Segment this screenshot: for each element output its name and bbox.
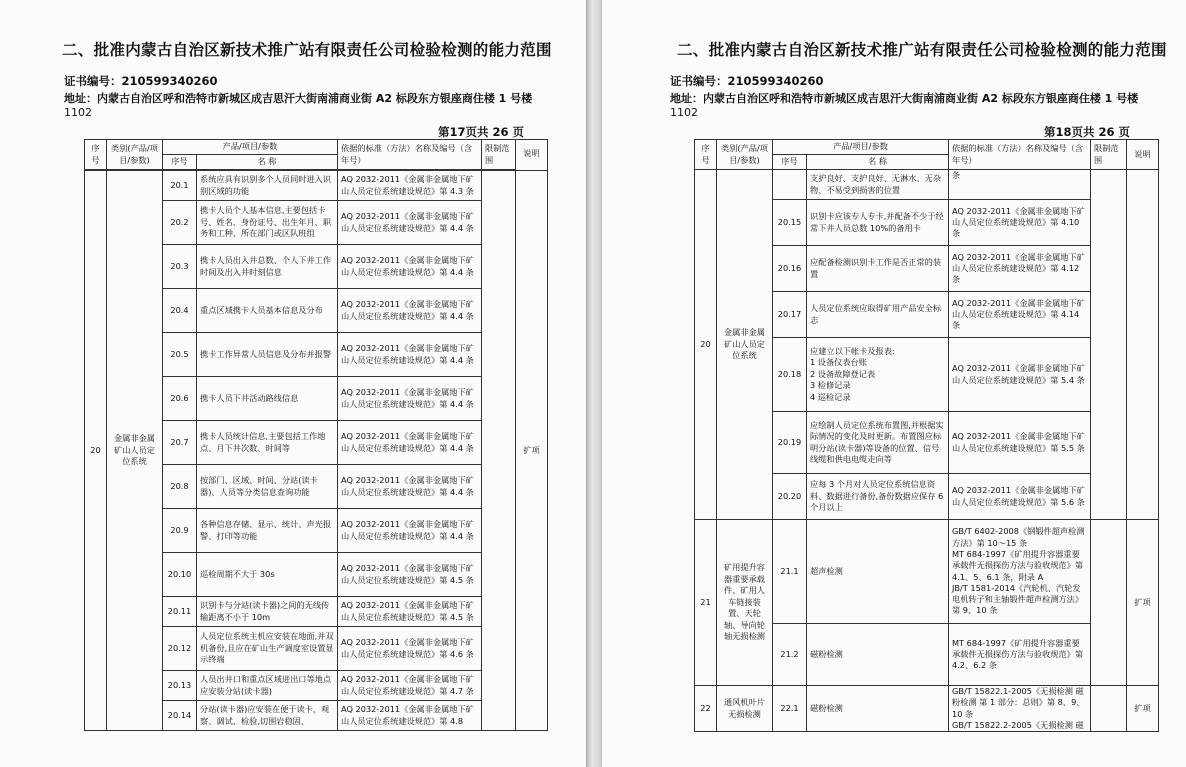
item-name: 分站(读卡器)应安装在便于读卡、观察、调试、检验,切围岩稳固、 (197, 701, 338, 731)
item-name: 识别卡与分站(读卡器)之间的无线传输距离不小于 10m (197, 597, 338, 627)
item-name: 携卡人员出入井总数、个人下井工作时间及出入井时刻信息 (197, 245, 338, 289)
header-seq: 序号 (695, 140, 717, 170)
group-seq: 20 (85, 171, 107, 731)
item-name: 携卡人员统计信息,主要包括工作地点、月下井次数、时间等 (197, 421, 338, 465)
header-name: 名 称 (197, 155, 338, 170)
group-category: 金属非金属矿山人员定位系统 (717, 170, 773, 520)
header-seq: 序号 (85, 140, 107, 170)
table-row (695, 686, 1159, 732)
item-no: 20.9 (163, 509, 197, 553)
page-title: 二、批准内蒙古自治区新技术推广站有限责任公司检验检测的能力范围 (677, 41, 1167, 59)
page-title: 二、批准内蒙古自治区新技术推广站有限责任公司检验检测的能力范围 (62, 41, 552, 59)
item-no: 20.3 (163, 245, 197, 289)
item-no: 20.7 (163, 421, 197, 465)
item-no: 20.19 (773, 412, 807, 474)
address-continued: 1102 (670, 106, 698, 119)
item-name: 人员定位系统应取得矿用产品安全标志 (807, 292, 949, 338)
group-limit (1091, 686, 1127, 732)
group-note: 扩项 (1127, 520, 1159, 686)
item-standard: AQ 2032-2011《金属非金属地下矿山人员定位系统建设规范》第 4.14 条 (949, 292, 1091, 338)
group-seq: 20 (695, 170, 717, 520)
page-number: 第17页共 26 页 (438, 125, 525, 139)
header-limit: 限制范围 (1091, 140, 1127, 170)
item-no: 20.16 (773, 246, 807, 292)
header-note: 说明 (1127, 140, 1159, 170)
group-limit (1091, 520, 1127, 686)
item-no (773, 170, 807, 200)
item-name: 磁粉检测 (807, 624, 949, 686)
item-name: 应配备检测识别卡工作是否正常的装置 (807, 246, 949, 292)
item-standard: GB/T 15822.1-2005《无损检测 磁粉检测 第 1 部分：总则》第 8、9、10 条 GB/T 15822.2-2005《无损检测 磁 (949, 686, 1091, 732)
document-page-17 (0, 0, 586, 767)
header-standard: 依据的标准（方法）名称及编号（含年号） (338, 140, 482, 170)
certificate-number: 证书编号：210599340260 (64, 74, 218, 88)
item-standard: AQ 2032-2011《金属非金属地下矿山人员定位系统建设规范》第 4.4 条 (338, 509, 482, 553)
header-product: 产品/项目/参数 (773, 140, 949, 155)
header-category: 类别(产品/项目/参数) (107, 140, 163, 170)
address: 地址：内蒙古自治区呼和浩特市新城区成吉思汗大街南浦商业街 A2 标段东方银座商住楼 1 号楼 (64, 92, 533, 105)
item-name: 支护良好、支护良好、无淋水、无杂物、不易受到损害的位置 (807, 170, 949, 200)
item-standard: AQ 2032-2011《金属非金属地下矿山人员定位系统建设规范》第 4.3 条 (338, 171, 482, 201)
item-no: 20.2 (163, 201, 197, 245)
item-name: 超声检测 (807, 520, 949, 624)
page-number: 第18页共 26 页 (1044, 125, 1131, 139)
item-standard: AQ 2032-2011《金属非金属地下矿山人员定位系统建设规范》第 5.4 条 (949, 338, 1091, 412)
item-standard: AQ 2032-2011《金属非金属地下矿山人员定位系统建设规范》第 4.6 条 (338, 627, 482, 671)
document-page-18 (602, 0, 1186, 767)
item-standard: AQ 2032-2011《金属非金属地下矿山人员定位系统建设规范》第 4.4 条 (338, 201, 482, 245)
item-no: 20.11 (163, 597, 197, 627)
address-continued: 1102 (64, 106, 92, 119)
capability-table (84, 139, 548, 731)
item-no: 20.20 (773, 474, 807, 520)
header-product: 产品/项目/参数 (163, 140, 338, 155)
table-row (695, 520, 1159, 624)
item-name: 携卡人员下井活动路线信息 (197, 377, 338, 421)
group-category: 通风机叶片无损检测 (717, 686, 773, 732)
item-no: 20.13 (163, 671, 197, 701)
capability-table (694, 139, 1159, 732)
item-standard: AQ 2032-2011《金属非金属地下矿山人员定位系统建设规范》第 4.5 条 (338, 597, 482, 627)
item-standard: AQ 2032-2011《金属非金属地下矿山人员定位系统建设规范》第 4.12 条 (949, 246, 1091, 292)
item-standard: AQ 2032-2011《金属非金属地下矿山人员定位系统建设规范》第 4.4 条 (338, 289, 482, 333)
item-name: 人员定位系统主机应安装在地面,并双机备份,且应在矿山生产调度室设置显示终端 (197, 627, 338, 671)
item-name: 磁粉检测 (807, 686, 949, 732)
item-standard: AQ 2032-2011《金属非金属地下矿山人员定位系统建设规范》第 5.5 条 (949, 412, 1091, 474)
item-name: 应每 3 个月对人员定位系统信息资料、数据进行备份,备份数据应保存 6 个月以上 (807, 474, 949, 520)
item-no: 20.5 (163, 333, 197, 377)
item-standard: AQ 2032-2011《金属非金属地下矿山人员定位系统建设规范》第 4.4 条 (338, 333, 482, 377)
item-no: 21.2 (773, 624, 807, 686)
item-standard: GB/T 6402-2008《钢锻件超声检测方法》第 10～15 条 MT 684-1997《矿用提升容器重要承载件无损探伤方法与验收规范》第 4.1、5、6.1 条，附录 A JB/T 1581-2014《汽轮机、汽轮发电机转子和主轴锻件超声检测方法》第 9、10 条 (949, 520, 1091, 624)
item-standard: AQ 2032-2011《金属非金属地下矿山人员定位系统建设规范》第 4.4 条 (338, 377, 482, 421)
table-row (85, 171, 548, 201)
item-no: 20.10 (163, 553, 197, 597)
item-name: 各种信息存储、显示、统计、声光报警、打印等功能 (197, 509, 338, 553)
item-standard: AQ 2032-2011《金属非金属地下矿山人员定位系统建设规范》第 5.6 条 (949, 474, 1091, 520)
item-name: 识别卡应该专人专卡,并配备不少于经常下井人员总数 10%的备用卡 (807, 200, 949, 246)
item-no: 20.17 (773, 292, 807, 338)
header-limit: 限制范围 (482, 140, 516, 170)
table-row (695, 170, 1159, 200)
item-no: 20.14 (163, 701, 197, 731)
item-no: 20.8 (163, 465, 197, 509)
item-name: 应建立以下帐卡及报表: 1 设备仪表台账 2 设备故障登记表 3 检修记录 4 巡检记录 (807, 338, 949, 412)
item-standard: AQ 2032-2011《金属非金属地下矿山人员定位系统建设规范》第 4.4 条 (338, 421, 482, 465)
item-no: 20.4 (163, 289, 197, 333)
item-name: 重点区域携卡人员基本信息及分布 (197, 289, 338, 333)
group-seq: 22 (695, 686, 717, 732)
item-no: 20.6 (163, 377, 197, 421)
item-name: 巡检周期不大于 30s (197, 553, 338, 597)
item-name: 人员出井口和重点区域进出口等地点应安装分站(读卡器) (197, 671, 338, 701)
address: 地址：内蒙古自治区呼和浩特市新城区成吉思汗大街南浦商业街 A2 标段东方银座商住楼 1 号楼 (670, 92, 1139, 105)
header-note: 说明 (516, 140, 548, 171)
item-no: 21.1 (773, 520, 807, 624)
item-no: 20.12 (163, 627, 197, 671)
certificate-number: 证书编号：210599340260 (670, 74, 824, 88)
item-standard: AQ 2032-2011《金属非金属地下矿山人员定位系统建设规范》第 4.4 条 (338, 245, 482, 289)
page-gap (586, 0, 602, 767)
group-note (1127, 170, 1159, 520)
item-no: 20.1 (163, 171, 197, 201)
group-category: 金属非金属矿山人员定位系统 (107, 171, 163, 731)
item-no: 20.15 (773, 200, 807, 246)
item-name: 系统应具有识别多个人员同时进入识别区域的功能 (197, 171, 338, 201)
item-no: 22.1 (773, 686, 807, 732)
group-note: 扩项 (516, 171, 548, 731)
header-category: 类别(产品/项目/参数) (717, 140, 773, 170)
item-standard: AQ 2032-2011《金属非金属地下矿山人员定位系统建设规范》第 4.4 条 (338, 465, 482, 509)
group-note: 扩项 (1127, 686, 1159, 732)
item-standard: AQ 2032-2011《金属非金属地下矿山人员定位系统建设规范》第 4.8 (338, 701, 482, 731)
group-limit (1091, 170, 1127, 520)
item-standard: 条 (949, 170, 1091, 200)
group-limit (482, 171, 516, 731)
header-name: 名 称 (807, 155, 949, 170)
item-standard: AQ 2032-2011《金属非金属地下矿山人员定位系统建设规范》第 4.7 条 (338, 671, 482, 701)
group-category: 矿用提升容器重要承载件、矿用人车链接装置、天轮轴、导向轮轴无损检测 (717, 520, 773, 686)
item-name: 携卡工作异常人员信息及分布并报警 (197, 333, 338, 377)
header-sub-seq: 序号 (773, 155, 807, 170)
item-name: 携卡人员个人基本信息,主要包括卡号、姓名、身份证号、出生年月、职务和工种、所在部门或区队班组 (197, 201, 338, 245)
header-standard: 依据的标准（方法）名称及编号（含年号） (949, 140, 1091, 170)
item-name: 按部门、区域、时间、分站(读卡器)、人员等分类信息查询功能 (197, 465, 338, 509)
item-standard: AQ 2032-2011《金属非金属地下矿山人员定位系统建设规范》第 4.10 条 (949, 200, 1091, 246)
item-standard: AQ 2032-2011《金属非金属地下矿山人员定位系统建设规范》第 4.5 条 (338, 553, 482, 597)
header-sub-seq: 序号 (163, 155, 197, 170)
item-standard: MT 684-1997《矿用提升容器重要承载件无损探伤方法与验收规范》第 4.2、6.2 条 (949, 624, 1091, 686)
group-seq: 21 (695, 520, 717, 686)
item-no: 20.18 (773, 338, 807, 412)
item-name: 应绘制人员定位系统布置图,并根据实际情况的变化及时更新。布置图应标明分站(读卡器)等设备的位置、信号线缆和供电电缆走向等 (807, 412, 949, 474)
